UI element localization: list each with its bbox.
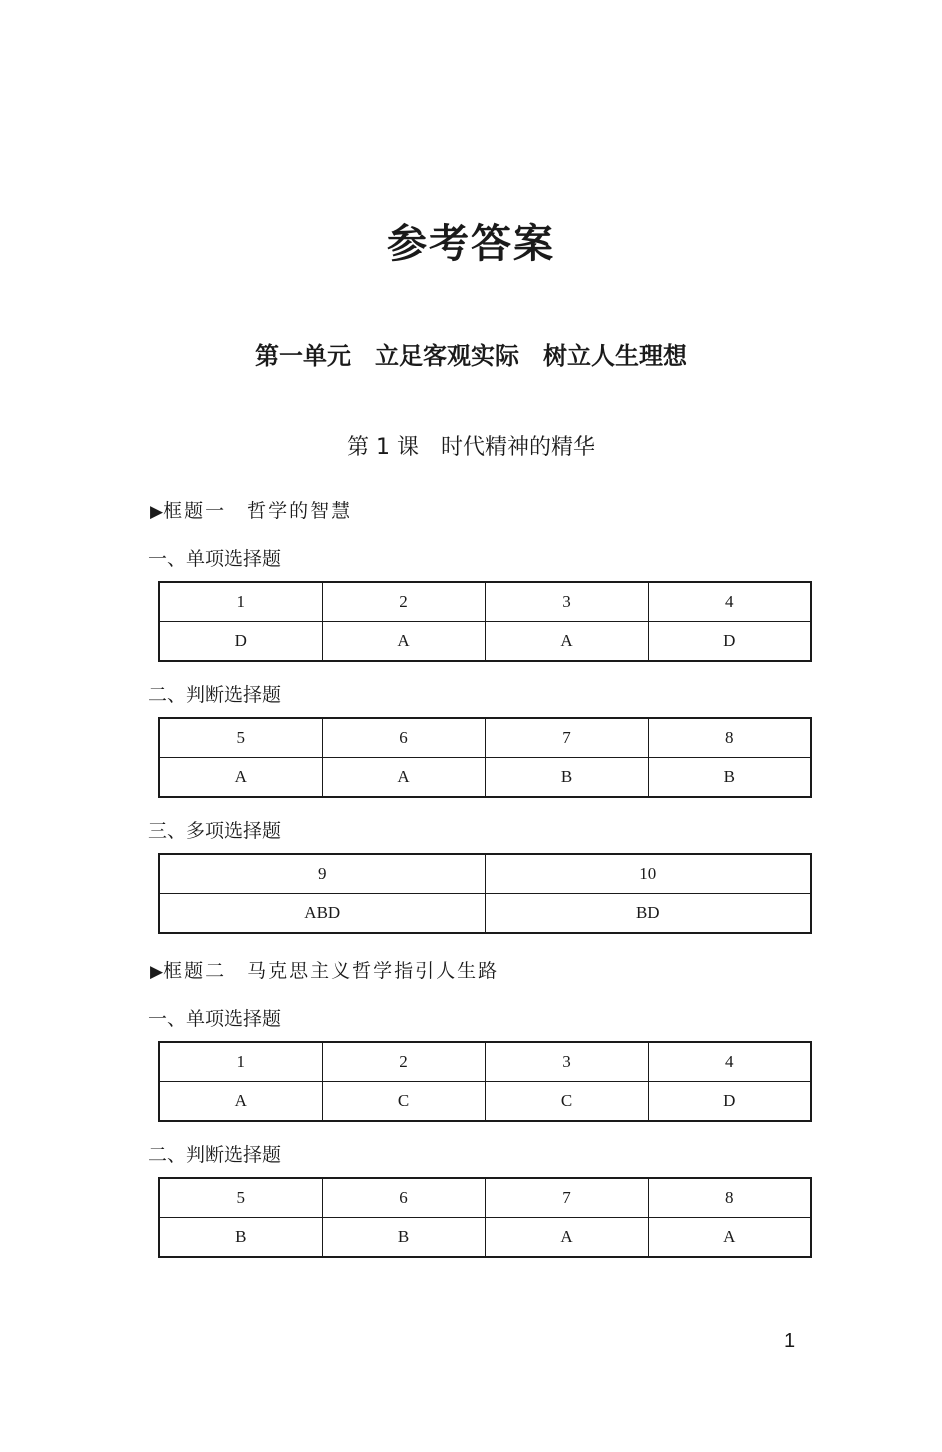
- frame-heading-text: 框题一 哲学的智慧: [163, 500, 353, 522]
- question-type-multiple-choice: 三、多项选择题: [148, 820, 282, 842]
- frame-heading-2: [150, 956, 499, 983]
- question-type-single-choice: 一、单项选择题: [148, 1008, 282, 1030]
- table-row-numbers: [159, 582, 811, 622]
- answer-table: [158, 1177, 812, 1258]
- answer-cell: C: [322, 1082, 485, 1122]
- question-number: 2: [322, 1042, 485, 1082]
- table-row-numbers: [159, 1042, 811, 1082]
- answer-cell: A: [648, 1218, 811, 1258]
- answer-cell: B: [159, 1218, 322, 1258]
- lesson-heading: 第 1 课 时代精神的精华: [347, 435, 595, 460]
- answer-table: [158, 717, 812, 798]
- answer-cell: ABD: [159, 894, 485, 934]
- table-row-answers: [159, 1218, 811, 1258]
- answer-cell: D: [159, 622, 322, 662]
- question-number: 8: [648, 1178, 811, 1218]
- question-type-judgment: 二、判断选择题: [148, 1144, 282, 1166]
- answer-cell: A: [159, 758, 322, 798]
- question-number: 6: [322, 1178, 485, 1218]
- question-number: 6: [322, 718, 485, 758]
- frame-heading-text: 框题二 马克思主义哲学指引人生路: [163, 960, 500, 982]
- table-row-answers: [159, 1082, 811, 1122]
- table-row-answers: [159, 758, 811, 798]
- answer-cell: B: [485, 758, 648, 798]
- question-number: 4: [648, 1042, 811, 1082]
- answer-table: [158, 581, 812, 662]
- question-number: 3: [485, 1042, 648, 1082]
- question-number: 1: [159, 1042, 322, 1082]
- answer-cell: A: [485, 1218, 648, 1258]
- answer-cell: C: [485, 1082, 648, 1122]
- question-number: 7: [485, 718, 648, 758]
- question-type-judgment: 二、判断选择题: [148, 684, 282, 706]
- table-row-answers: [159, 622, 811, 662]
- triangle-right-icon: ▶: [150, 962, 164, 982]
- table-row-answers: [159, 894, 811, 934]
- answer-cell: B: [648, 758, 811, 798]
- question-number: 8: [648, 718, 811, 758]
- answer-cell: BD: [485, 894, 811, 934]
- frame-heading-1: [150, 496, 352, 523]
- answer-cell: A: [485, 622, 648, 662]
- answer-cell: D: [648, 1082, 811, 1122]
- triangle-right-icon: ▶: [150, 502, 164, 522]
- table-row-numbers: [159, 1178, 811, 1218]
- question-number: 2: [322, 582, 485, 622]
- page-number: 1: [784, 1330, 796, 1352]
- answer-cell: A: [322, 622, 485, 662]
- page-title: 参考答案: [387, 220, 555, 267]
- table-row-numbers: [159, 718, 811, 758]
- question-number: 4: [648, 582, 811, 622]
- answer-cell: A: [159, 1082, 322, 1122]
- question-number: 10: [485, 854, 811, 894]
- question-number: 3: [485, 582, 648, 622]
- answer-cell: B: [322, 1218, 485, 1258]
- question-type-single-choice: 一、单项选择题: [148, 548, 282, 570]
- question-number: 1: [159, 582, 322, 622]
- question-number: 5: [159, 1178, 322, 1218]
- question-number: 5: [159, 718, 322, 758]
- question-number: 9: [159, 854, 485, 894]
- answer-cell: D: [648, 622, 811, 662]
- answer-cell: A: [322, 758, 485, 798]
- table-row-numbers: [159, 854, 811, 894]
- question-number: 7: [485, 1178, 648, 1218]
- answer-table: [158, 853, 812, 934]
- answer-table: [158, 1041, 812, 1122]
- unit-heading: 第一单元 立足客观实际 树立人生理想: [255, 341, 687, 370]
